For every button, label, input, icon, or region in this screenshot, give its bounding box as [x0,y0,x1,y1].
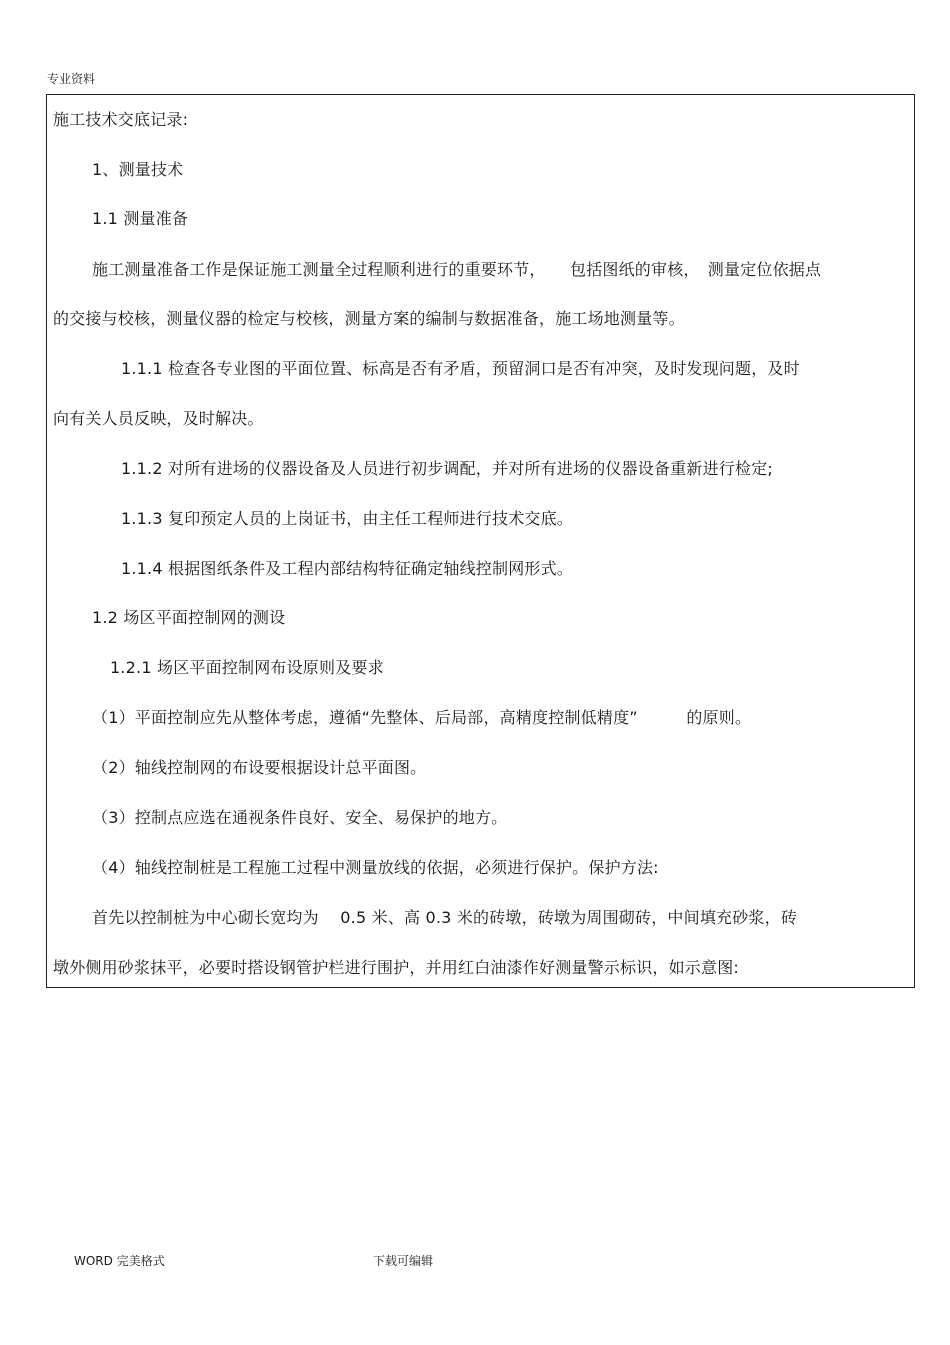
list-item: （3）控制点应选在通视条件良好、安全、易保护的地方。 [92,808,508,827]
paragraph-line: 1.1.1 检查各专业图的平面位置、标高是否有矛盾，预留洞口是否有冲突，及时发现问题，及时 [121,359,800,378]
footer-format-label: WORD 完美格式 [74,1254,165,1268]
list-item: （4）轴线控制桩是工程施工过程中测量放线的依据，必须进行保护。保护方法: [92,858,659,877]
paragraph-line: 施工测量准备工作是保证施工测量全过程顺利进行的重要环节， 包括图纸的审核， 测量定位依据点 [92,260,822,279]
paragraph-line: 1.1.2 对所有进场的仪器设备及人员进行初步调配，并对所有进场的仪器设备重新进行检定; [121,459,773,478]
paragraph-line: 首先以控制桩为中心砌长宽均为 0.5 米、高 0.3 米的砖墩，砖墩为周围砌砖，中间填充砂浆，砖 [92,908,798,927]
paragraph-line: 墩外侧用砂浆抹平，必要时搭设钢管护栏进行围护，并用红白油漆作好测量警示标识，如示意图: [53,958,739,977]
list-item: （2）轴线控制网的布设要根据设计总平面图。 [92,758,427,777]
record-title: 施工技术交底记录: [53,110,189,129]
list-item: （1）平面控制应先从整体考虑，遵循“先整体、后局部，高精度控制低精度” 的原则。 [92,708,752,727]
page-header-label: 专业资料 [47,72,96,86]
subsection-heading: 1.2.1 场区平面控制网布设原则及要求 [110,658,384,677]
paragraph-line: 的交接与校核，测量仪器的检定与校核，测量方案的编制与数据准备，施工场地测量等。 [53,309,685,328]
subsection-heading: 1.1 测量准备 [92,209,189,228]
subsection-heading: 1.2 场区平面控制网的测设 [92,608,286,627]
footer-download-label: 下载可编辑 [373,1254,434,1268]
paragraph-line: 向有关人员反映，及时解决。 [53,409,264,428]
paragraph-line: 1.1.3 复印预定人员的上岗证书，由主任工程师进行技术交底。 [121,509,573,528]
paragraph-line: 1.1.4 根据图纸条件及工程内部结构特征确定轴线控制网形式。 [121,559,573,578]
section-heading: 1、测量技术 [92,160,184,179]
